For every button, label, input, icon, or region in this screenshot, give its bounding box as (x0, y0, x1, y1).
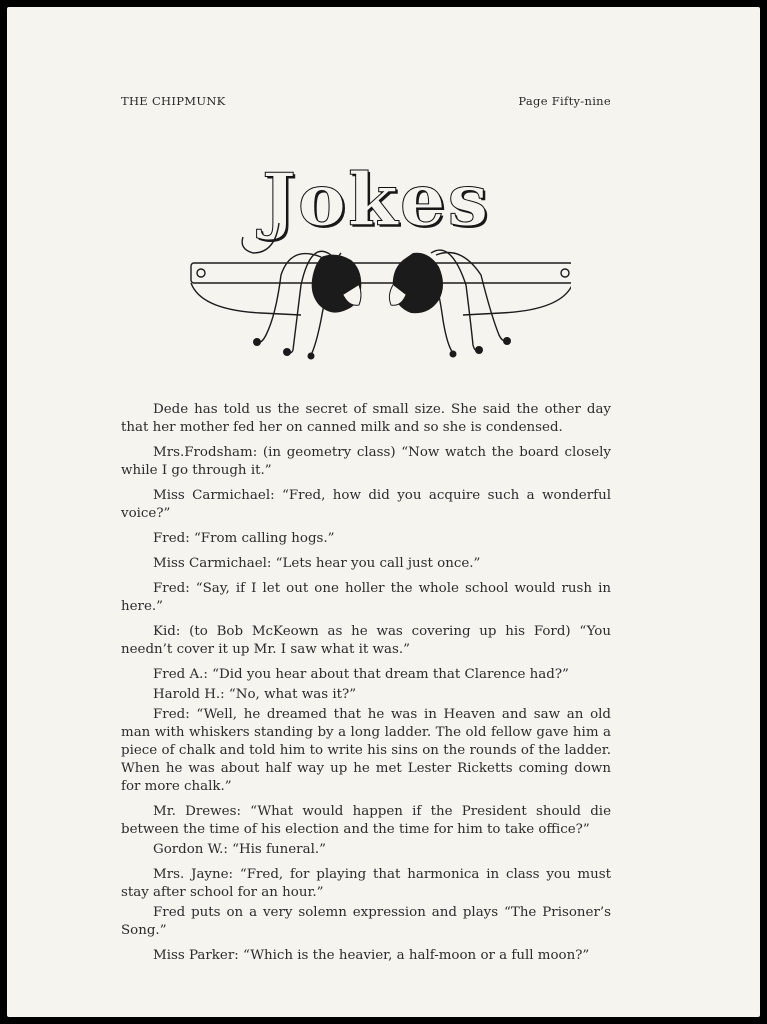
publication-name: THE CHIPMUNK (121, 94, 226, 108)
joke-paragraph: Fred puts on a very solemn expression and plays “The Prisoner’s Song.” (121, 905, 611, 938)
running-head (121, 94, 611, 110)
joke-paragraph: Mrs. Jayne: “Fred, for playing that harmonica in class you must stay after school for an hour.” (121, 867, 611, 900)
title-illustration (181, 145, 571, 360)
jokes-body (121, 401, 611, 972)
joke-paragraph: Fred: “Say, if I let out one holler the whole school would rush in here.” (121, 581, 611, 614)
joke-paragraph: Dede has told us the secret of small size. She said the other day that her mother fed her on canned milk and so she is condensed. (121, 402, 611, 435)
joke-paragraph: Fred A.: “Did you hear about that dream that Clarence had?” (153, 667, 569, 682)
joke-paragraph: Kid: (to Bob McKeown as he was covering up his Ford) “You needn’t cover it up Mr. I saw what it was.” (121, 624, 611, 657)
joke-paragraph: Miss Carmichael: “Lets hear you call just once.” (153, 556, 481, 571)
page-title: Jokes (261, 157, 491, 242)
joke-paragraph: Mr. Drewes: “What would happen if the President should die between the time of his election and the time for him to take office?” (121, 804, 611, 837)
joke-paragraph: Miss Carmichael: “Fred, how did you acquire such a wonderful voice?” (121, 488, 611, 521)
joke-paragraph: Miss Parker: “Which is the heavier, a half-moon or a full moon?” (153, 948, 590, 963)
joke-paragraph: Harold H.: “No, what was it?” (153, 687, 357, 702)
page-number: Page Fifty-nine (518, 94, 611, 108)
joke-paragraph: Mrs.Frodsham: (in geometry class) “Now watch the board closely while I go through it.” (121, 445, 611, 478)
decorative-shelf-with-heads-illustration (181, 145, 571, 360)
joke-paragraph: Gordon W.: “His funeral.” (153, 842, 326, 857)
joke-paragraph: Fred: “From calling hogs.” (153, 531, 335, 546)
joke-paragraph: Fred: “Well, he dreamed that he was in Heaven and saw an old man with whiskers standing by a long ladder. The old fellow gave him a piece of chalk and told him to write his sins on the rounds of the ladder. When he was about half way up he met Lester Ricketts coming down for more chalk.” (121, 707, 611, 794)
